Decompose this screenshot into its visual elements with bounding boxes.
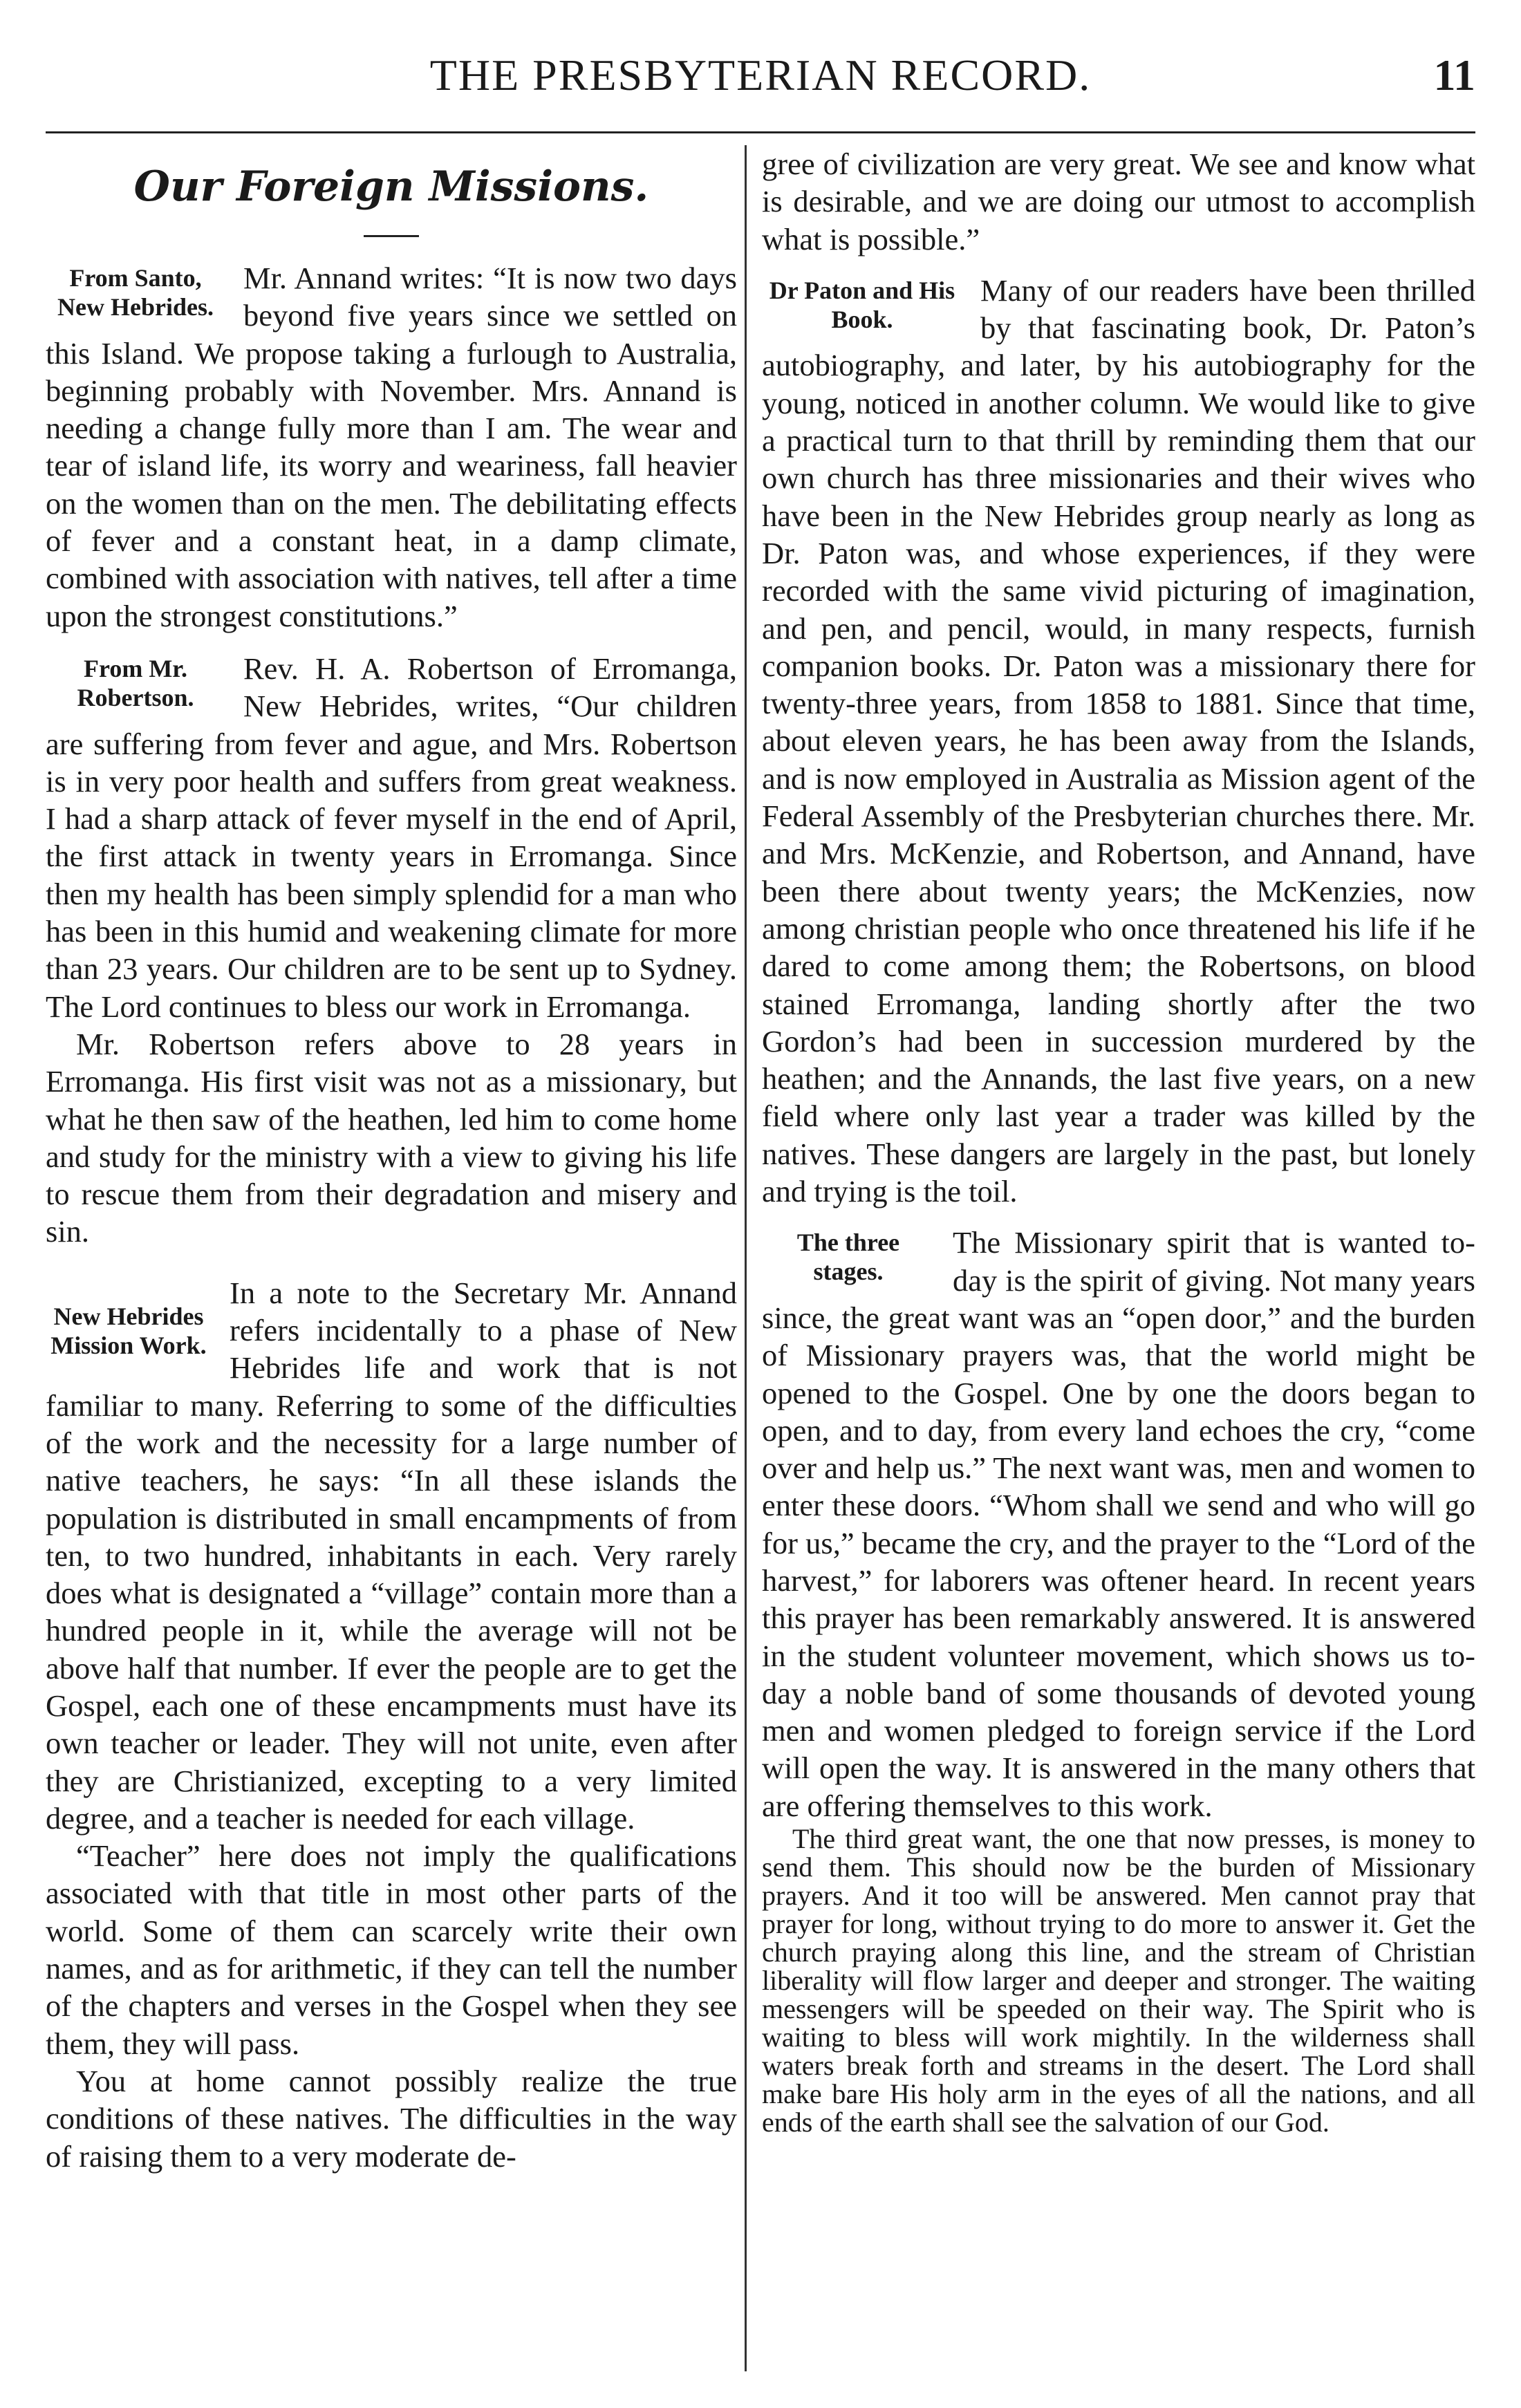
mission-work-text-3: You at home cannot possibly realize the true conditions of these natives. The difficulties in the way of raising them to a very moderate de- xyxy=(46,2063,737,2174)
mission-work-sidehead: New Hebrides Mission Work. xyxy=(50,1302,207,1359)
mission-work-article xyxy=(46,1274,737,2175)
stages-article xyxy=(762,1224,1475,2136)
santo-article xyxy=(46,259,737,635)
spacer xyxy=(762,1210,1475,1224)
paton-sidehead: Dr Paton and His Book. xyxy=(769,276,955,333)
stages-sidehead: The three stages. xyxy=(796,1229,900,1286)
paton-article xyxy=(762,272,1475,1210)
running-head: THE PRESBYTERIAN RECORD. xyxy=(429,50,1092,100)
mission-work-text: In a note to the Secretary Mr. Annand refers incidentally to a phase of New Hebrides life and work that is not familiar to many. Referring to some of the difficulties of the work and the necessity for a large number of native teachers, he says: “In all these islands the population is distributed in small encampments of from ten, to two hundred, inhabitants in each. Very rarely does what is designated a “village” contain more than a hundred people in it, while the average will not be above half that number. If ever the people are to get the Gospel, each one of these encampments must have its own teacher or leader. They will not unite, even after they are Christianized, excepting to a very limited degree, and a teacher is needed for each village. xyxy=(46,1275,737,1836)
mission-work-text-2: “Teacher” here does not imply the qualifications associated with that title in most other parts of the world. Some of them can scarcely write their own names, and as for arithmetic, if they can tell the number of the chapters and verses in the Gospel when they see them, they will pass. xyxy=(46,1838,737,2061)
page-number: 11 xyxy=(1433,50,1475,100)
left-column xyxy=(46,145,737,2175)
paton-text: Many of our readers have been thrilled by that fascinating book, Dr. Paton’s autobiography, and later, by his autobiography for the young, noticed in another column. We would like to give a practical turn to that thrill by reminding them that our own church has three missionaries and their wives who have been in the New Hebrides group nearly as long as Dr. Paton was, and whose experiences, if they were recorded with the same vivid picturing of imagination, and pen, and pencil, would, in many respects, furnish companion books. Dr. Paton was a missionary there for twenty-three years, from 1858 to 1881. Since that time, about eleven years, he has been away from the Islands, and is now employed in Australia as Mission agent of the Federal Assembly of the Presbyterian churches there. Mr. and Mrs. McKenzie, and Robertson, and Annand, have been there about twenty years; the McKenzies, now among christian people who once threatened his life if he dared to come among them; the Robertsons, on blood stained Erromanga, landing shortly after the two Gordon’s had been in succession murdered by the heathen; and the Annands, the last five years, on a new field where only last year a trader was killed by the natives. These dangers are largely in the past, but lonely and trying is the toil. xyxy=(762,272,1475,1209)
column-divider xyxy=(745,145,747,2371)
spacer xyxy=(46,635,737,650)
robertson-article xyxy=(46,650,737,1251)
santo-text: Mr. Annand writes: “It is now two days beyond five years since we settled on this Island. We propose taking a furlough to Australia, beginning probably with November. Mrs. Annand is needing a change fully more than I am. The wear and tear of island life, its worry and weariness, fall heavier on the women than on the men. The debilitating effects of fever and a constant heat, in a damp climate, combined with association with natives, tell after a time upon the strongest constitutions.” xyxy=(46,261,737,633)
santo-sidehead: From Santo, New Hebrides. xyxy=(57,264,214,321)
header-rule xyxy=(46,131,1475,133)
title-rule xyxy=(364,235,419,237)
spacer xyxy=(46,1251,737,1274)
stages-text-2: The third great want, the one that now presses, is money to send them. This should now be the burden of Missionary prayers. And it too will be answered. Men cannot pray that prayer for long, without trying to do more to answer it. Get the church praying along this line, and the stream of Christian liberality will flow larger and deeper and stronger. The waiting messengers will be speeded on their way. The Spirit who is waiting to bless will work mightily. In the wilderness shall waters break forth and streams in the desert. The Lord shall make bare His holy arm in the eyes of all the nations, and all ends of the earth shall see the salvation of our God. xyxy=(762,1823,1475,2138)
right-column xyxy=(762,145,1475,2136)
robertson-sidehead: From Mr. Robertson. xyxy=(77,654,194,711)
stages-text: The Missionary spirit that is wanted to-day is the spirit of giving. Not many years since, the great want was an “open door,” and the burden of Missionary prayers was, that the world might be opened to the Gospel. One by one the doors began to open, and to day, from every land echoes the cry, “come over and help us.” The next want was, men and women to enter these doors. “Whom shall we send and who will go for us,” became the cry, and the prayer to the “Lord of the harvest,” for laborers was oftener heard. In recent years this prayer has been remarkably answered. It is answered in the student volunteer movement, which shows us to-day a noble band of some thousands of devoted young men and women pledged to foreign service if the Lord will open the way. It is answered in the many others that are offering themselves to this work. xyxy=(762,1225,1475,1823)
page-header xyxy=(46,50,1475,126)
spacer xyxy=(762,258,1475,272)
robertson-text: Rev. H. A. Robertson of Erromanga, New Hebrides, writes, “Our children are suffering from fever and ague, and Mrs. Robertson is in very poor health and suffers from great weakness. I had a sharp attack of fever myself in the end of April, the first attack in twenty years in Erromanga. Since then my health has been simply splendid for a man who has been in this humid and weakening climate for more than 23 years. Our children are to be sent up to Sydney. The Lord continues to bless our work in Erromanga. xyxy=(46,651,737,1024)
continuation-text: gree of civilization are very great. We see and know what is desirable, and we are doing our utmost to accomplish what is possible.” xyxy=(762,147,1475,256)
section-title: Our Foreign Missions. xyxy=(133,162,649,211)
robertson-text-2: Mr. Robertson refers above to 28 years in Erromanga. His first visit was not as a missionary, but what he then saw of the heathen, led him to come home and study for the ministry with a view to giving his life to rescue them from their degradation and misery and sin. xyxy=(46,1026,737,1249)
